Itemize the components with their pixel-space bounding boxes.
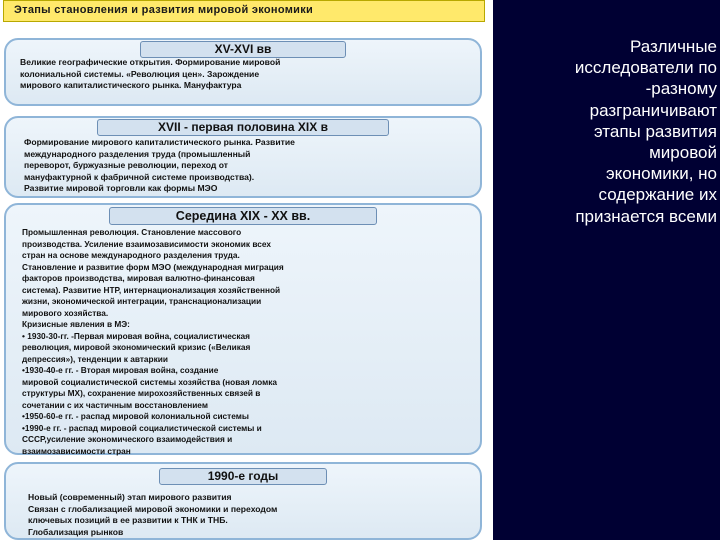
period-card-15-16 (4, 38, 482, 106)
period-heading: XV-XVI вв (140, 41, 346, 58)
period-description: Промышленная революция. Становление массового производства. Усиление взаимозависимости экономик всех стран на основе международного разделения труда. Становление и развитие форм МЭО (международная миграция факторов производства, мировая валютно-финансовая система). Развитие НТР, интернационализация хозяйственной жизни, экономической интеграции, транснационализации мирового хозяйства. Кризисные явления в МЭ: • 1930-30-гг. -Первая мировая война, социалистическая революция, мировой экономический кризис («Великая депрессия»), тенденции к автаркии •1930-40-е гг. - Вторая мировая война, создание мировой социалистической системы хозяйства (новая ломка структуры МХ), сохранение мирохозяйственных связей в сочетании с их частичным восстановлением •1950-60-е гг. - распад мировой колониальной системы •1990-е гг. - распад мировой социалистической системы и СССР,усиление экономического взаимодействия и взаимозависимости стран (22, 227, 284, 456)
slide-title: Этапы становления и развития мировой экономики (3, 0, 485, 22)
period-description: Формирование мирового капиталистического рынка. Развитие международного разделения труда (промышленный переворот, буржуазные революции, переход от мануфактурной к фабричной системе производства). Развитие мировой торговли как формы МЭО (24, 137, 295, 194)
period-description: Новый (современный) этап мирового развития Связан с глобализацией мировой экономики и переходом ключевых позиций в ее развитии к ТНК и ТНБ. Глобализация рынков (28, 492, 278, 537)
period-heading: 1990-е годы (159, 468, 327, 485)
period-description: Великие географические открытия. Формирование мировой колониальной системы. «Революция цен». Зарождение мирового капиталистического рынка. Мануфактура (20, 57, 281, 91)
period-heading: XVII - первая половина XIX в (97, 119, 389, 136)
period-card-17-19 (4, 116, 482, 198)
commentary-text: Различные исследователи по -разному разграничивают этапы развития мировой экономики, но содержание их признается всеми (574, 37, 717, 226)
commentary-panel (493, 0, 720, 540)
period-card-1990s (4, 462, 482, 540)
period-card-19-20 (4, 203, 482, 455)
period-heading: Середина XIX - XX вв. (109, 207, 377, 225)
